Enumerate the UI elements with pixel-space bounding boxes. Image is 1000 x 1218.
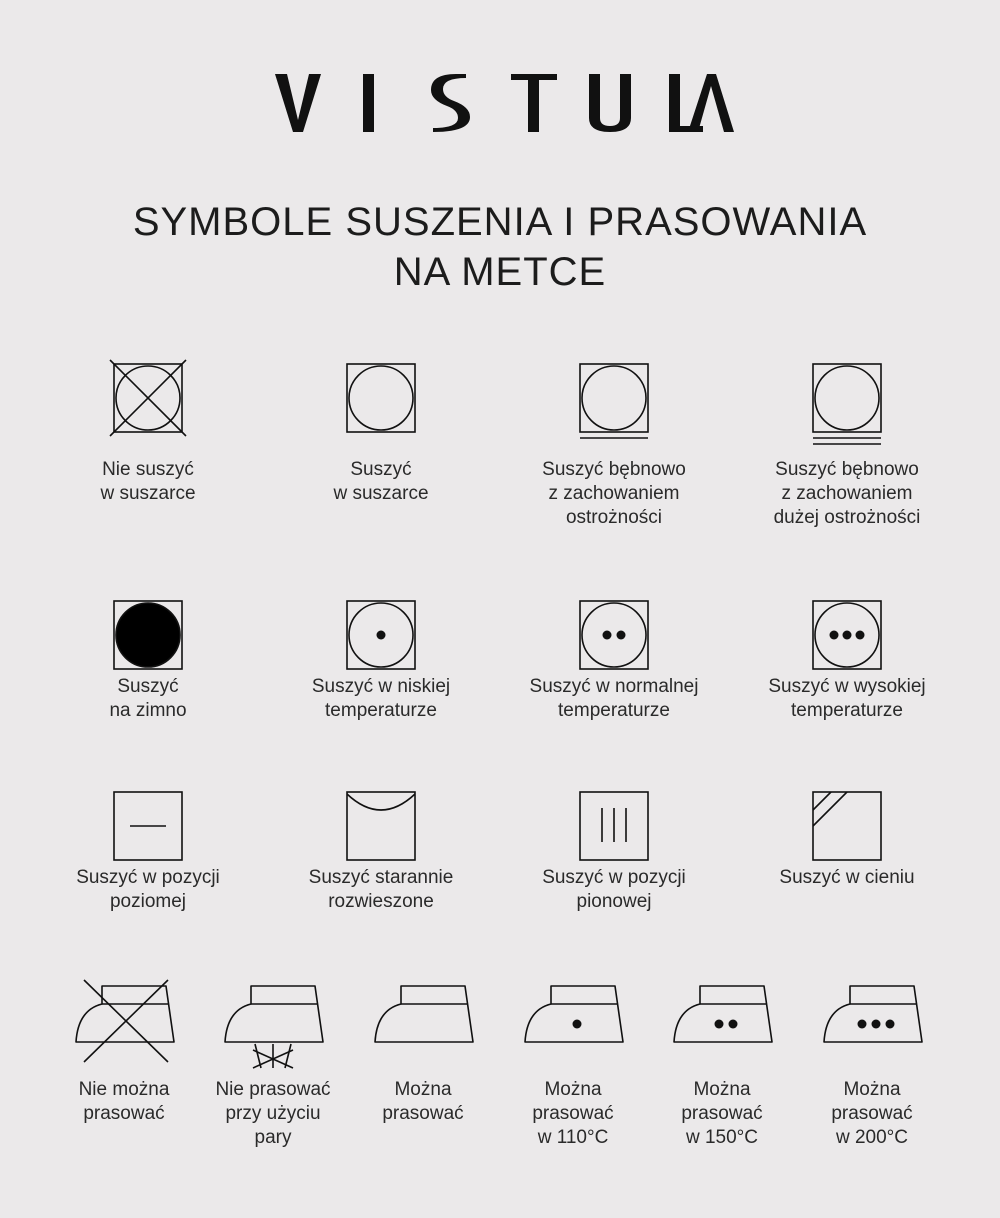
symbol-label: Można prasować w 200°C bbox=[831, 1079, 913, 1148]
dry-in-shade-icon bbox=[807, 786, 887, 866]
title-line-1: SYMBOLE SUSZENIA I PRASOWANIA bbox=[132, 200, 868, 244]
iron-icon bbox=[371, 978, 475, 1064]
symbol-dry-flat bbox=[33, 786, 263, 914]
symbol-dry-in-shade bbox=[732, 786, 962, 890]
symbol-label: Suszyć starannie rozwieszone bbox=[308, 867, 454, 912]
symbol-label: Suszyć w wysokiej temperaturze bbox=[768, 676, 926, 721]
symbol-iron-low bbox=[498, 978, 648, 1150]
symbol-label: Suszyć na zimno bbox=[109, 676, 187, 721]
symbol-tumble-dry-low bbox=[266, 595, 496, 723]
symbol-label: Można prasować w 150°C bbox=[681, 1079, 763, 1148]
title-line-2: NA METCE bbox=[393, 250, 607, 294]
tumble-dry-very-gentle-icon bbox=[807, 358, 887, 448]
vistula-logo bbox=[0, 62, 1000, 142]
symbol-drip-dry bbox=[499, 786, 729, 914]
symbol-label: Suszyć w pozycji poziomej bbox=[76, 867, 220, 912]
symbol-tumble-dry bbox=[266, 358, 496, 506]
tumble-dry-prohibited-icon bbox=[108, 358, 188, 438]
tumble-dry-high-icon bbox=[807, 595, 887, 675]
symbol-label: Suszyć w pozycji pionowej bbox=[542, 867, 686, 912]
symbol-iron-medium bbox=[647, 978, 797, 1150]
iron-medium-icon bbox=[670, 978, 774, 1064]
symbol-tumble-dry-normal bbox=[499, 595, 729, 723]
symbol-tumble-dry-gentle bbox=[499, 358, 729, 530]
iron-low-icon bbox=[521, 978, 625, 1064]
tumble-dry-gentle-icon bbox=[574, 358, 654, 442]
symbol-line-dry bbox=[266, 786, 496, 914]
symbol-do-not-iron bbox=[49, 978, 199, 1126]
page-title bbox=[0, 197, 1000, 297]
tumble-dry-normal-icon bbox=[574, 595, 654, 675]
symbol-tumble-dry-cold bbox=[33, 595, 263, 723]
line-dry-icon bbox=[341, 786, 421, 866]
dry-flat-icon bbox=[108, 786, 188, 866]
symbol-label: Nie można prasować bbox=[78, 1079, 170, 1124]
symbol-label: Suszyć w suszarce bbox=[333, 459, 429, 504]
symbol-label: Suszyć bębnowo z zachowaniem ostrożności bbox=[542, 459, 686, 528]
no-steam-iron-icon bbox=[221, 978, 325, 1064]
symbol-label: Nie suszyć w suszarce bbox=[100, 459, 196, 504]
symbol-label: Suszyć bębnowo z zachowaniem dużej ostrożności bbox=[773, 459, 921, 528]
iron-high-icon bbox=[820, 978, 924, 1064]
drip-dry-icon bbox=[574, 786, 654, 866]
symbol-tumble-dry-very-gentle bbox=[732, 358, 962, 530]
symbol-label: Suszyć w niskiej temperaturze bbox=[311, 676, 451, 721]
symbol-label: Można prasować bbox=[382, 1079, 464, 1124]
tumble-dry-cold-icon bbox=[108, 595, 188, 675]
symbol-label: Suszyć w normalnej temperaturze bbox=[529, 676, 699, 721]
do-not-iron-icon bbox=[72, 978, 176, 1064]
symbol-no-steam-iron bbox=[198, 978, 348, 1150]
tumble-dry-icon bbox=[341, 358, 421, 438]
symbol-label: Nie prasować przy użyciu pary bbox=[215, 1079, 331, 1148]
symbol-label: Można prasować w 110°C bbox=[532, 1079, 614, 1148]
symbol-iron-high bbox=[797, 978, 947, 1150]
symbol-iron bbox=[348, 978, 498, 1126]
tumble-dry-low-icon bbox=[341, 595, 421, 675]
symbol-label: Suszyć w cieniu bbox=[779, 867, 915, 888]
symbol-tumble-dry-prohibited bbox=[33, 358, 263, 506]
symbol-tumble-dry-high bbox=[732, 595, 962, 723]
